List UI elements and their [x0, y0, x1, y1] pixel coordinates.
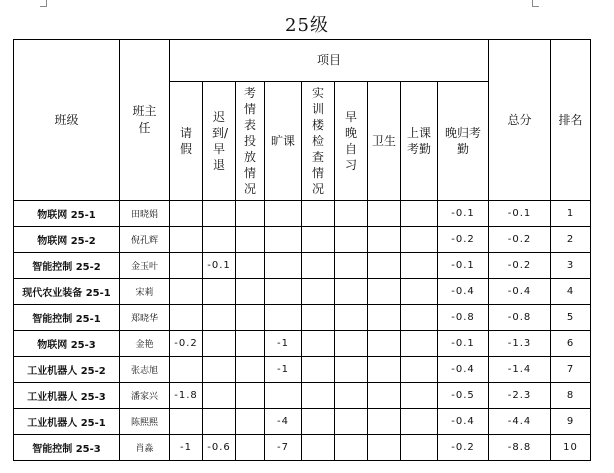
class-attendance-cell — [401, 357, 438, 383]
rank-cell: 6 — [551, 331, 591, 357]
class-cell: 物联网 25-2 — [14, 227, 120, 253]
late-return-cell: -0.1 — [438, 331, 489, 357]
absence-cell — [265, 201, 302, 227]
header-item-training-building-label: 实训楼检查情况 — [311, 86, 324, 196]
teacher-cell: 陈熙熙 — [120, 409, 170, 435]
rank-cell: 1 — [551, 201, 591, 227]
late-cell — [203, 409, 236, 435]
absence-cell — [265, 253, 302, 279]
class-cell: 智能控制 25-2 — [14, 253, 120, 279]
class-attendance-cell — [401, 305, 438, 331]
self-study-cell — [335, 253, 368, 279]
late-return-cell: -0.2 — [438, 435, 489, 461]
hygiene-cell — [368, 305, 401, 331]
attendance-sheet-cell — [236, 435, 265, 461]
class-attendance-cell — [401, 279, 438, 305]
training-building-cell — [302, 383, 335, 409]
class-cell: 物联网 25-3 — [14, 331, 120, 357]
header-item-hygiene — [368, 82, 401, 201]
attendance-sheet-cell — [236, 331, 265, 357]
header-teacher-label: 班主任 — [132, 104, 157, 135]
absence-cell — [265, 279, 302, 305]
document-title: 25级 — [285, 15, 329, 36]
table-row — [14, 331, 591, 357]
self-study-cell — [335, 227, 368, 253]
table-row — [14, 409, 591, 435]
late-cell — [203, 279, 236, 305]
total-cell: -0.2 — [489, 253, 551, 279]
late-cell: -0.1 — [203, 253, 236, 279]
late-cell — [203, 201, 236, 227]
hygiene-cell — [368, 435, 401, 461]
self-study-cell — [335, 357, 368, 383]
header-total: 总分 — [489, 40, 551, 201]
attendance-sheet-cell — [236, 227, 265, 253]
rank-cell: 10 — [551, 435, 591, 461]
teacher-cell: 宋莉 — [120, 279, 170, 305]
hygiene-cell — [368, 357, 401, 383]
table-row — [14, 253, 591, 279]
class-attendance-cell — [401, 253, 438, 279]
class-attendance-cell — [401, 435, 438, 461]
table-row — [14, 383, 591, 409]
attendance-sheet-cell — [236, 279, 265, 305]
header-item-hygiene-label: 卫生 — [371, 134, 396, 148]
rank-cell: 9 — [551, 409, 591, 435]
header-items-group: 项目 — [170, 40, 489, 82]
training-building-cell — [302, 305, 335, 331]
class-cell: 工业机器人 25-2 — [14, 357, 120, 383]
class-cell: 工业机器人 25-3 — [14, 383, 120, 409]
total-cell: -1.4 — [489, 357, 551, 383]
header-item-absence — [265, 82, 302, 201]
class-attendance-cell — [401, 227, 438, 253]
absence-cell: -7 — [265, 435, 302, 461]
class-cell: 智能控制 25-3 — [14, 435, 120, 461]
teacher-cell: 田晓娟 — [120, 201, 170, 227]
total-cell: -0.1 — [489, 201, 551, 227]
header-item-late — [203, 82, 236, 201]
late-return-cell: -0.8 — [438, 305, 489, 331]
header-item-attendance-sheet-label: 考情表投放情况 — [243, 86, 256, 196]
rank-cell: 8 — [551, 383, 591, 409]
table-row — [14, 201, 591, 227]
teacher-cell: 张志旭 — [120, 357, 170, 383]
score-table — [13, 39, 591, 461]
header-item-attendance-sheet — [236, 82, 265, 201]
late-return-cell: -0.1 — [438, 201, 489, 227]
self-study-cell — [335, 383, 368, 409]
header-item-training-building — [302, 82, 335, 201]
self-study-cell — [335, 201, 368, 227]
training-building-cell — [302, 227, 335, 253]
training-building-cell — [302, 357, 335, 383]
teacher-cell: 郑晓华 — [120, 305, 170, 331]
attendance-sheet-cell — [236, 305, 265, 331]
attendance-sheet-cell — [236, 383, 265, 409]
leave-cell — [170, 409, 203, 435]
teacher-cell: 金艳 — [120, 331, 170, 357]
class-attendance-cell — [401, 331, 438, 357]
absence-cell: -1 — [265, 357, 302, 383]
total-cell: -2.3 — [489, 383, 551, 409]
self-study-cell — [335, 331, 368, 357]
teacher-cell: 金玉叶 — [120, 253, 170, 279]
late-return-cell: -0.5 — [438, 383, 489, 409]
rank-cell: 3 — [551, 253, 591, 279]
attendance-sheet-cell — [236, 201, 265, 227]
late-cell — [203, 305, 236, 331]
class-cell: 现代农业装备 25-1 — [14, 279, 120, 305]
rank-cell: 5 — [551, 305, 591, 331]
rank-cell: 4 — [551, 279, 591, 305]
hygiene-cell — [368, 409, 401, 435]
total-cell: -8.8 — [489, 435, 551, 461]
leave-cell — [170, 357, 203, 383]
absence-cell — [265, 305, 302, 331]
header-item-self-study — [335, 82, 368, 201]
attendance-sheet-cell — [236, 409, 265, 435]
self-study-cell — [335, 435, 368, 461]
late-cell — [203, 357, 236, 383]
teacher-cell: 倪孔辉 — [120, 227, 170, 253]
header-item-leave-label: 请假 — [179, 126, 192, 156]
leave-cell — [170, 305, 203, 331]
total-cell: -0.8 — [489, 305, 551, 331]
training-building-cell — [302, 435, 335, 461]
rank-cell: 7 — [551, 357, 591, 383]
absence-cell — [265, 227, 302, 253]
page-corner-mark-left — [40, 0, 47, 7]
absence-cell: -4 — [265, 409, 302, 435]
header-item-class-attendance — [401, 82, 438, 201]
late-return-cell: -0.4 — [438, 357, 489, 383]
training-building-cell — [302, 279, 335, 305]
late-cell — [203, 383, 236, 409]
leave-cell — [170, 279, 203, 305]
leave-cell — [170, 201, 203, 227]
late-return-cell: -0.4 — [438, 409, 489, 435]
header-item-late-return-label: 晚归考勤 — [444, 126, 481, 156]
class-cell: 智能控制 25-1 — [14, 305, 120, 331]
header-item-late-label: 迟到/早退 — [212, 110, 229, 172]
absence-cell: -1 — [265, 331, 302, 357]
header-class: 班级 — [14, 40, 120, 201]
table-row — [14, 357, 591, 383]
header-rank: 排名 — [551, 40, 591, 201]
leave-cell — [170, 253, 203, 279]
total-cell: -4.4 — [489, 409, 551, 435]
header-teacher — [120, 40, 170, 201]
table-row — [14, 305, 591, 331]
teacher-cell: 潘家兴 — [120, 383, 170, 409]
hygiene-cell — [368, 331, 401, 357]
total-cell: -0.2 — [489, 227, 551, 253]
training-building-cell — [302, 409, 335, 435]
training-building-cell — [302, 201, 335, 227]
header-item-absence-label: 旷课 — [270, 134, 295, 148]
late-cell: -0.6 — [203, 435, 236, 461]
self-study-cell — [335, 409, 368, 435]
header-item-leave — [170, 82, 203, 201]
header-item-late-return — [438, 82, 489, 201]
teacher-cell: 肖淼 — [120, 435, 170, 461]
total-cell: -1.3 — [489, 331, 551, 357]
table-row — [14, 279, 591, 305]
leave-cell: -0.2 — [170, 331, 203, 357]
late-return-cell: -0.4 — [438, 279, 489, 305]
table-body — [14, 40, 591, 461]
hygiene-cell — [368, 279, 401, 305]
attendance-sheet-cell — [236, 357, 265, 383]
late-cell — [203, 331, 236, 357]
hygiene-cell — [368, 201, 401, 227]
rank-cell: 2 — [551, 227, 591, 253]
table-row — [14, 227, 591, 253]
class-cell: 工业机器人 25-1 — [14, 409, 120, 435]
class-cell: 物联网 25-1 — [14, 201, 120, 227]
hygiene-cell — [368, 383, 401, 409]
leave-cell: -1.8 — [170, 383, 203, 409]
header-item-class-attendance-label: 上课考勤 — [406, 126, 431, 156]
late-cell — [203, 227, 236, 253]
header-row-top — [14, 40, 591, 82]
attendance-sheet-cell — [236, 253, 265, 279]
page-corner-mark-right — [532, 0, 539, 7]
self-study-cell — [335, 305, 368, 331]
leave-cell: -1 — [170, 435, 203, 461]
class-attendance-cell — [401, 201, 438, 227]
header-item-self-study-label: 早晚自习 — [344, 110, 357, 172]
total-cell: -0.4 — [489, 279, 551, 305]
training-building-cell — [302, 253, 335, 279]
table-row — [14, 435, 591, 461]
hygiene-cell — [368, 253, 401, 279]
self-study-cell — [335, 279, 368, 305]
training-building-cell — [302, 331, 335, 357]
hygiene-cell — [368, 227, 401, 253]
class-attendance-cell — [401, 409, 438, 435]
late-return-cell: -0.2 — [438, 227, 489, 253]
late-return-cell: -0.1 — [438, 253, 489, 279]
class-attendance-cell — [401, 383, 438, 409]
absence-cell — [265, 383, 302, 409]
leave-cell — [170, 227, 203, 253]
